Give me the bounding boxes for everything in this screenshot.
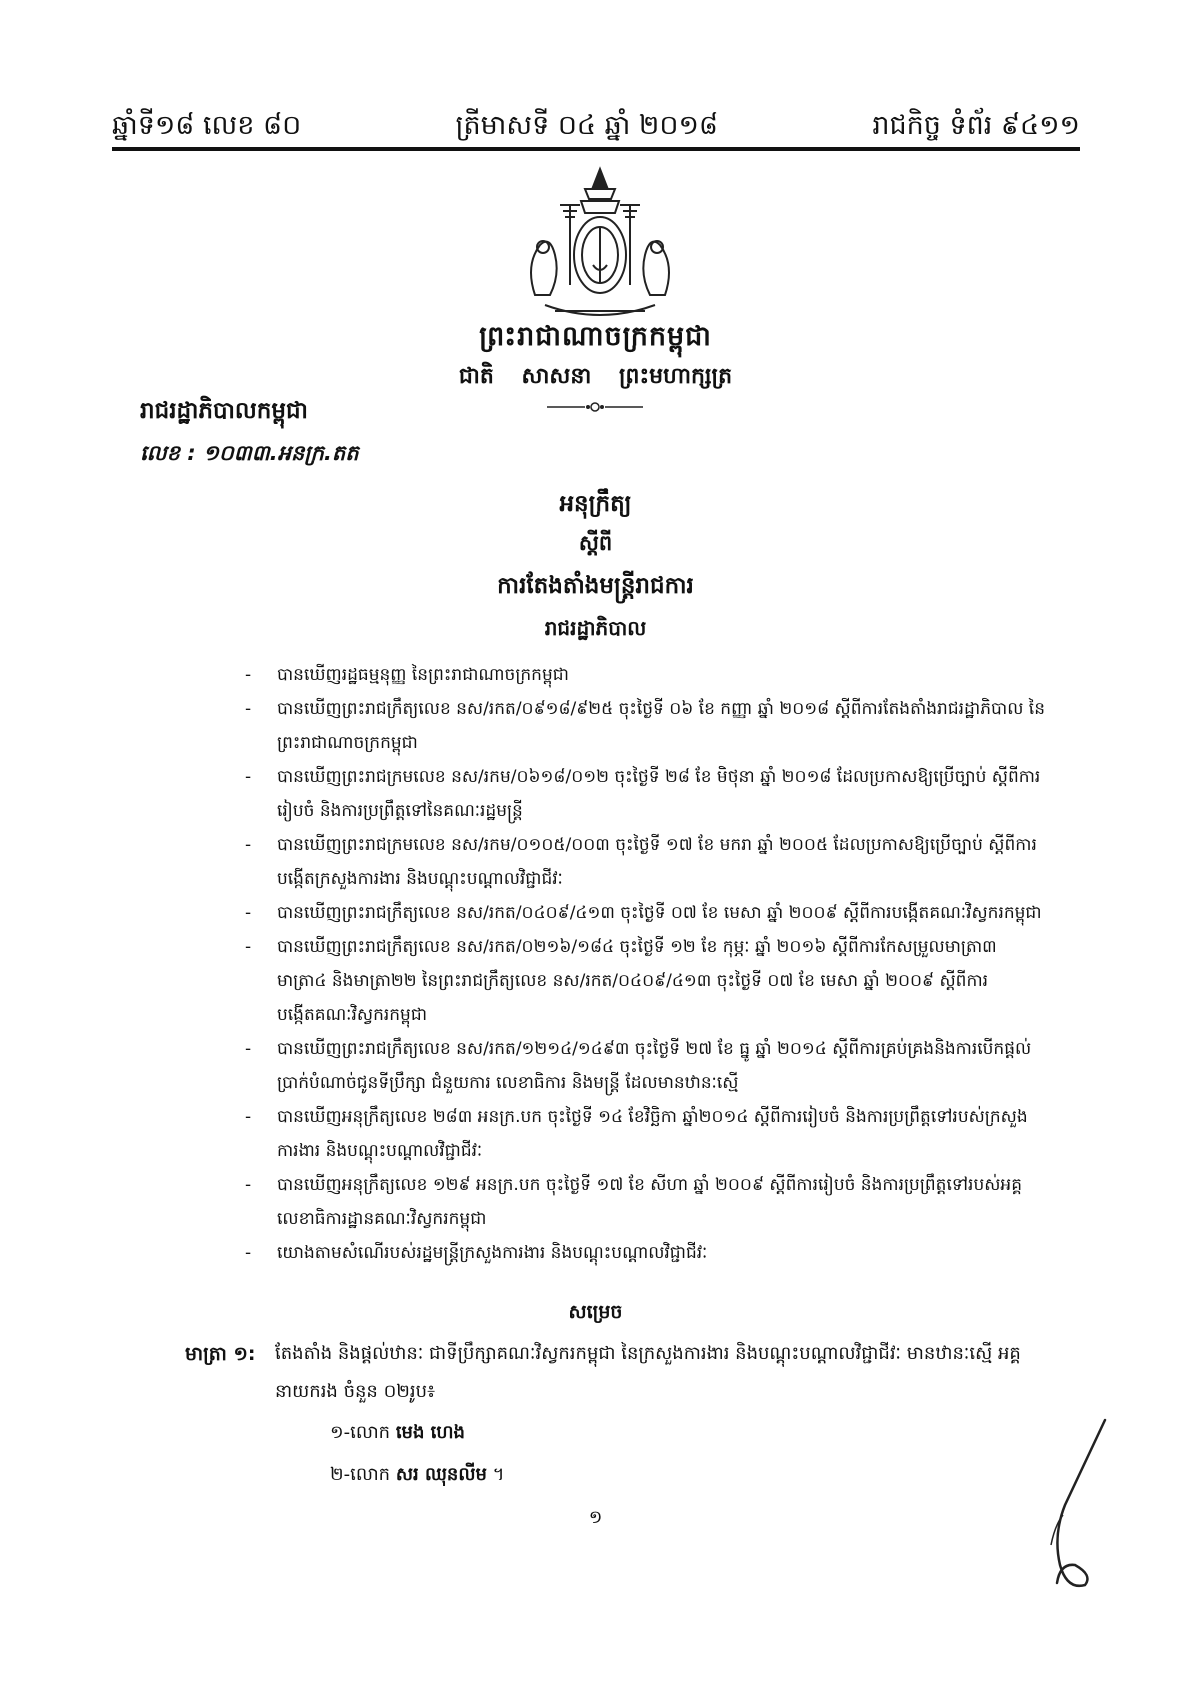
- decision-heading: សម្រេច: [568, 1301, 623, 1323]
- document-type: អនុក្រឹត្យ: [559, 491, 632, 517]
- appointee-2: [330, 1462, 505, 1489]
- appointee-prefix: ១-លោក: [330, 1422, 391, 1443]
- appointee-prefix: ២-លោក: [330, 1464, 391, 1485]
- preamble-item: - បានឃើញអនុក្រឹត្យលេខ ១២៩ អនក្រ.បក ចុះថ្ងៃទី ១៧ ខែ សីហា ឆ្នាំ ២០០៩ ស្តីពីការរៀបចំ និងការប្រព្រឹត្តទៅរបស់អគ្គលេខាធិការដ្ឋានគណៈវិស្វករកម្ពុជា: [245, 1175, 1023, 1229]
- issuing-government: រាជរដ្ឋាភិបាលកម្ពុជា: [140, 398, 308, 424]
- header-quarter: ត្រីមាសទី ០៤ ឆ្នាំ ២០១៨: [455, 110, 719, 141]
- appointee-suffix: ។: [492, 1464, 505, 1485]
- preamble-item: - យោងតាមសំណើរបស់រដ្ឋមន្ត្រីក្រសួងការងារ និងបណ្តុះបណ្តាលវិជ្ជាជីវៈ: [245, 1243, 708, 1263]
- ornament-divider-icon: [545, 400, 645, 414]
- preamble-list: [245, 658, 1045, 1270]
- signature-initial-icon: [1005, 1415, 1115, 1600]
- preamble-item: - បានឃើញព្រះរាជក្រមលេខ នស/រកម/០១០៥/០០៣ ចុះថ្ងៃទី ១៧ ខែ មករា ឆ្នាំ ២០០៥ ដែលប្រកាសឱ្យប្រើច្បាប់ ស្តីពីការបង្កើតក្រសួងការងារ និងបណ្តុះបណ្តាលវិជ្ជាជីវៈ: [245, 835, 1037, 889]
- document-subject: ការតែងតាំងមន្ត្រីរាជការ: [497, 573, 694, 599]
- kingdom-name: ព្រះរាជាណាចក្រកម្ពុជា: [479, 321, 712, 352]
- authority: រាជរដ្ឋាភិបាល: [544, 616, 647, 640]
- preamble-item: - បានឃើញរដ្ឋធម្មនុញ្ញ នៃព្រះរាជាណាចក្រកម្ពុជា: [245, 665, 569, 685]
- decree-number: លេខ : ១០៣៣.អនក្រ.តត: [140, 441, 359, 465]
- appointee-1: [330, 1420, 465, 1447]
- appointee-name: សរ ឈុនលីម: [395, 1464, 487, 1485]
- article-text: តែងតាំង និងផ្តល់ឋានៈ ជាទីប្រឹក្សាគណៈវិស្វករកម្ពុជា នៃក្រសួងការងារ និងបណ្តុះបណ្តាលវិជ្ជាជីវៈ មានឋានៈស្មើ អគ្គនាយករង ចំនួន ០២រូប៖: [275, 1343, 1021, 1402]
- title-on: ស្តីពី: [578, 531, 613, 555]
- royal-emblem-icon: [515, 165, 685, 325]
- preamble-item: - បានឃើញអនុក្រឹត្យលេខ ២៨៣ អនក្រ.បក ចុះថ្ងៃទី ១៤ ខែវិច្ឆិកា ឆ្នាំ២០១៤ ស្តីពីការរៀបចំ និងការប្រព្រឹត្តទៅរបស់ក្រសួងការងារ និងបណ្តុះបណ្តាលវិជ្ជាជីវៈ: [245, 1107, 1028, 1161]
- gazette-header: [112, 96, 1080, 148]
- national-motto: ជាតិ សាសនា ព្រះមហាក្សត្រ: [458, 364, 733, 389]
- preamble-item: - បានឃើញព្រះរាជក្រឹត្យលេខ នស/រកត/០៩១៨/៩២៥ ចុះថ្ងៃទី ០៦ ខែ កញ្ញា ឆ្នាំ ២០១៨ ស្តីពីការតែងតាំងរាជរដ្ឋាភិបាល នៃព្រះរាជាណាចក្រកម្ពុជា: [245, 699, 1045, 753]
- preamble-item: - បានឃើញព្រះរាជក្រឹត្យលេខ នស/រកត/០៤០៩/៤១៣ ចុះថ្ងៃទី ០៧ ខែ មេសា ឆ្នាំ ២០០៩ ស្តីពីការបង្កើតគណៈវិស្វករកម្ពុជា: [245, 903, 1042, 923]
- header-page: រាជកិច្ច ទំព័រ ៩៤១១: [872, 110, 1080, 141]
- page-number: ១: [588, 1507, 603, 1528]
- header-issue: ឆ្នាំទី១៨ លេខ ៨០: [112, 110, 302, 141]
- header-rule: [112, 147, 1080, 151]
- article-label: មាត្រា ១:: [185, 1343, 256, 1365]
- preamble-item: - បានឃើញព្រះរាជក្រឹត្យលេខ នស/រកត/១២១៤/១៤៩៣ ចុះថ្ងៃទី ២៧ ខែ ធ្នូ ឆ្នាំ ២០១៤ ស្តីពីការគ្រប់គ្រងនិងការបើកផ្តល់ប្រាក់បំណាច់ជូនទីប្រឹក្សា ជំនួយការ លេខាធិការ និងមន្ត្រី ដែលមានឋានៈស្មើ: [245, 1039, 1032, 1093]
- preamble-item: - បានឃើញព្រះរាជក្រមលេខ នស/រកម/០៦១៨/០១២ ចុះថ្ងៃទី ២៨ ខែ មិថុនា ឆ្នាំ ២០១៨ ដែលប្រកាសឱ្យប្រើច្បាប់ ស្តីពីការរៀបចំ និងការប្រព្រឹត្តទៅនៃគណៈរដ្ឋមន្ត្រី: [245, 767, 1041, 821]
- article-1: [185, 1335, 1055, 1411]
- preamble-item: - បានឃើញព្រះរាជក្រឹត្យលេខ នស/រកត/០២១៦/១៨៤ ចុះថ្ងៃទី ១២ ខែ កុម្ភៈ ឆ្នាំ ២០១៦ ស្តីពីការកែសម្រួលមាត្រា៣ មាត្រា៤ និងមាត្រា២២ នៃព្រះរាជក្រឹត្យលេខ នស/រកត/០៤០៩/៤១៣ ចុះថ្ងៃទី ០៧ ខែ មេសា ឆ្នាំ ២០០៩ ស្តីពីការបង្កើតគណៈវិស្វករកម្ពុជា: [245, 937, 997, 1025]
- appointee-name: មេង ហេង: [395, 1422, 465, 1443]
